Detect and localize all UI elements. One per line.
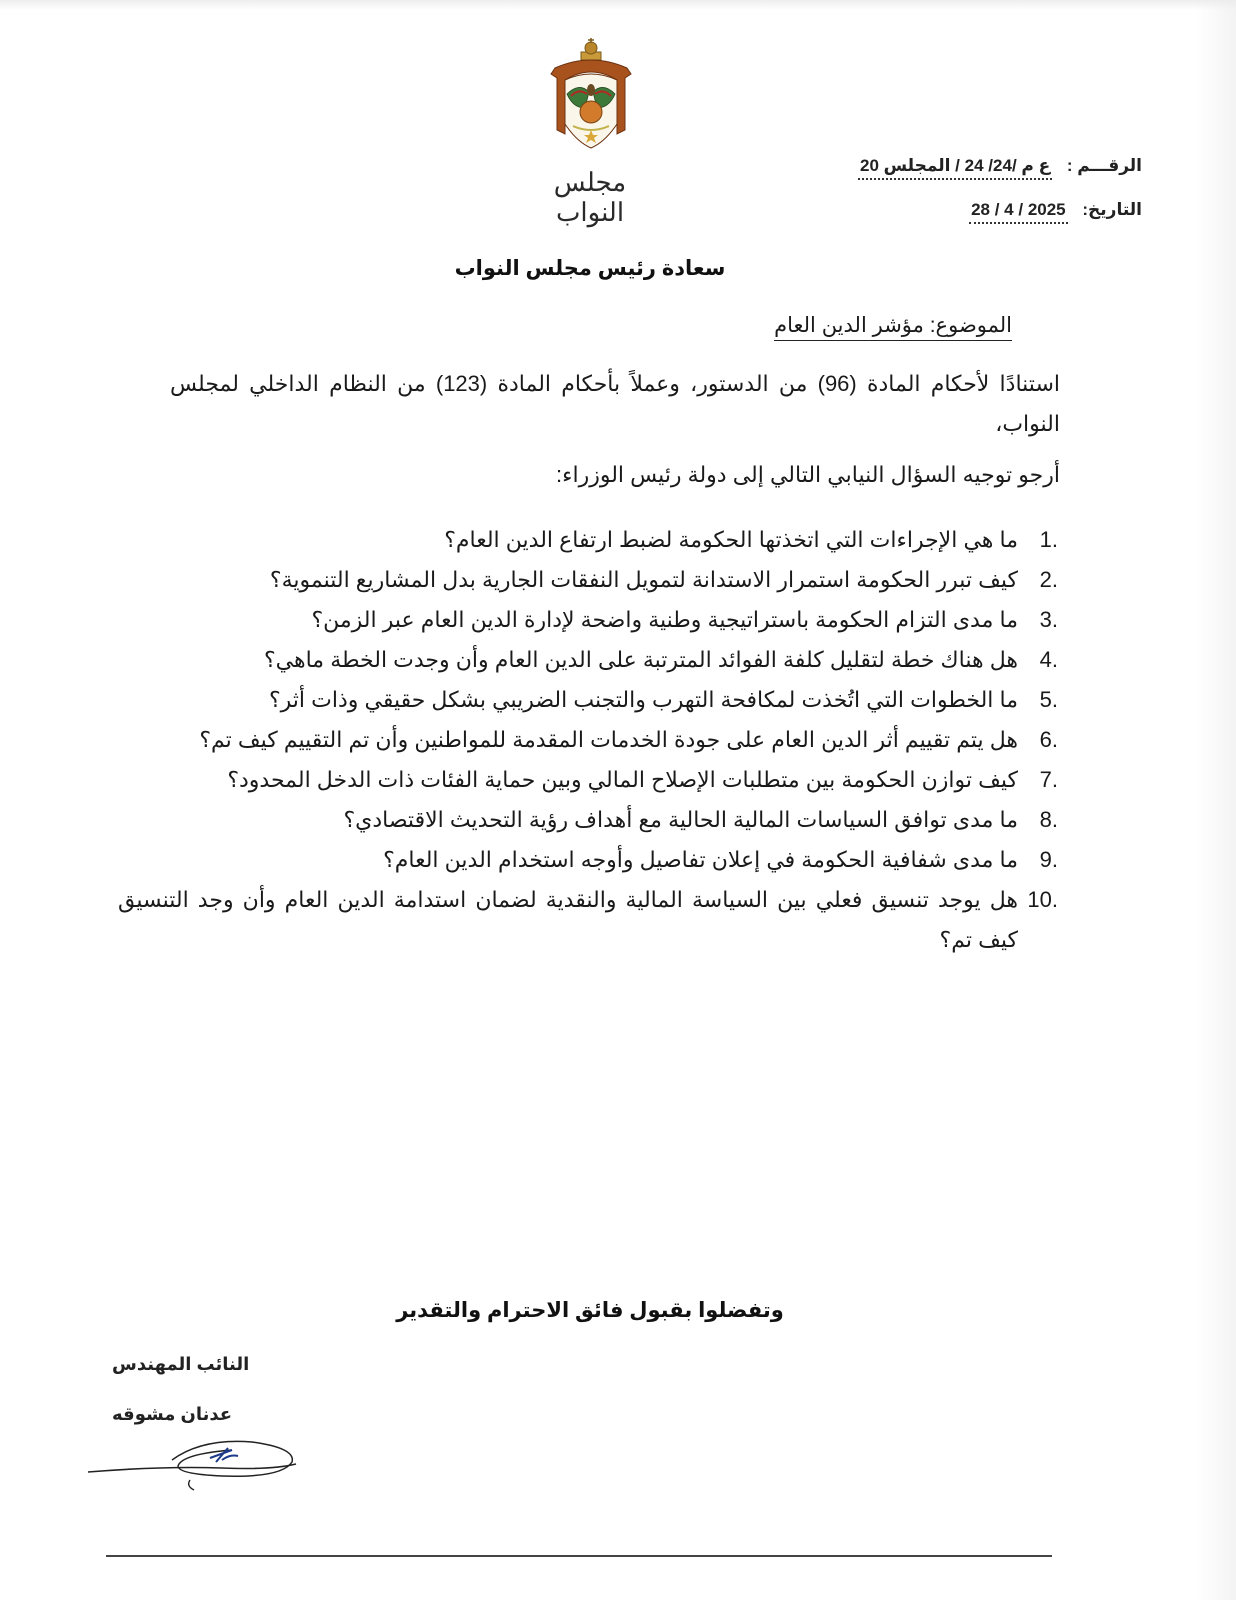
footer-divider — [106, 1555, 1052, 1557]
reference-value: ع م /24/ 24 / المجلس 20 — [858, 156, 1052, 180]
reference-label: الرقـــم : — [1066, 156, 1142, 175]
parliament-logo: مجلس النواب — [553, 168, 627, 228]
question-number: 8. — [1039, 807, 1058, 832]
question-text: ما مدى شفافية الحكومة في إعلان تفاصيل وأوجه استخدام الدين العام؟ — [383, 847, 1018, 872]
question-text: ما مدى توافق السياسات المالية الحالية مع أهداف رؤية التحديث الاقتصادي؟ — [343, 807, 1018, 832]
scan-shadow-top — [0, 0, 1236, 10]
question-number: 5. — [1039, 687, 1058, 712]
question-item — [118, 600, 1058, 640]
request-line: أرجو توجيه السؤال النيابي التالي إلى دولة رئيس الوزراء: — [556, 462, 1060, 487]
question-item — [118, 520, 1058, 560]
question-text: ما هي الإجراءات التي اتخذتها الحكومة لضبط ارتفاع الدين العام؟ — [444, 527, 1018, 552]
question-item — [118, 800, 1058, 840]
coat-of-arms-emblem — [545, 38, 637, 156]
handwritten-signature — [82, 1420, 312, 1500]
addressee-heading: سعادة رئيس مجلس النواب — [454, 257, 726, 280]
question-text: كيف تبرر الحكومة استمرار الاستدانة لتمويل النفقات الجارية بدل المشاريع التنموية؟ — [269, 567, 1018, 592]
signer-title: النائب المهندس — [112, 1354, 250, 1374]
crown-icon — [581, 38, 601, 60]
question-number: 1. — [1039, 527, 1058, 552]
question-item — [118, 880, 1058, 960]
question-text: كيف توازن الحكومة بين متطلبات الإصلاح المالي وبين حماية الفئات ذات الدخل المحدود؟ — [227, 767, 1018, 792]
reference-number — [858, 156, 1142, 180]
question-number: 6. — [1039, 727, 1058, 752]
question-item — [118, 720, 1058, 760]
question-text: هل يتم تقييم أثر الدين العام على جودة الخدمات المقدمة للمواطنين وأن تم التقييم كيف تم؟ — [199, 727, 1018, 752]
question-number: 3. — [1039, 607, 1058, 632]
closing-line: وتفضلوا بقبول فائق الاحترام والتقدير — [396, 1299, 784, 1322]
question-item — [118, 840, 1058, 880]
scan-shadow-right — [1196, 0, 1236, 1600]
date-value: 2025 / 4 / 28 — [969, 200, 1068, 224]
subject-line: الموضوع: مؤشر الدين العام — [774, 313, 1012, 341]
question-item — [118, 640, 1058, 680]
question-text: ما مدى التزام الحكومة باستراتيجية وطنية واضحة لإدارة الدين العام عبر الزمن؟ — [311, 607, 1018, 632]
question-number: 10. — [1027, 887, 1058, 912]
question-number: 9. — [1039, 847, 1058, 872]
question-item — [118, 760, 1058, 800]
question-number: 4. — [1039, 647, 1058, 672]
date-label: التاريخ: — [1082, 200, 1142, 219]
letter-date — [969, 200, 1142, 224]
questions-list — [118, 520, 1058, 960]
question-text: ما الخطوات التي اتُخذت لمكافحة التهرب والتجنب الضريبي بشكل حقيقي وذات أثر؟ — [268, 687, 1018, 712]
question-item — [118, 680, 1058, 720]
signer-name: عدنان مشوقه — [112, 1404, 233, 1424]
question-number: 7. — [1039, 767, 1058, 792]
question-item — [118, 560, 1058, 600]
question-text: هل هناك خطة لتقليل كلفة الفوائد المترتبة على الدين العام وأن وجدت الخطة ماهي؟ — [263, 647, 1018, 672]
question-text: هل يوجد تنسيق فعلي بين السياسة المالية والنقدية لضمان استدامة الدين العام وأن وجد التنسيق كيف تم؟ — [118, 887, 1018, 952]
intro-paragraph: استنادًا لأحكام المادة (96) من الدستور، وعملاً بأحكام المادة (123) من النظام الداخلي لمجلس النواب، — [170, 371, 1060, 436]
question-number: 2. — [1039, 567, 1058, 592]
